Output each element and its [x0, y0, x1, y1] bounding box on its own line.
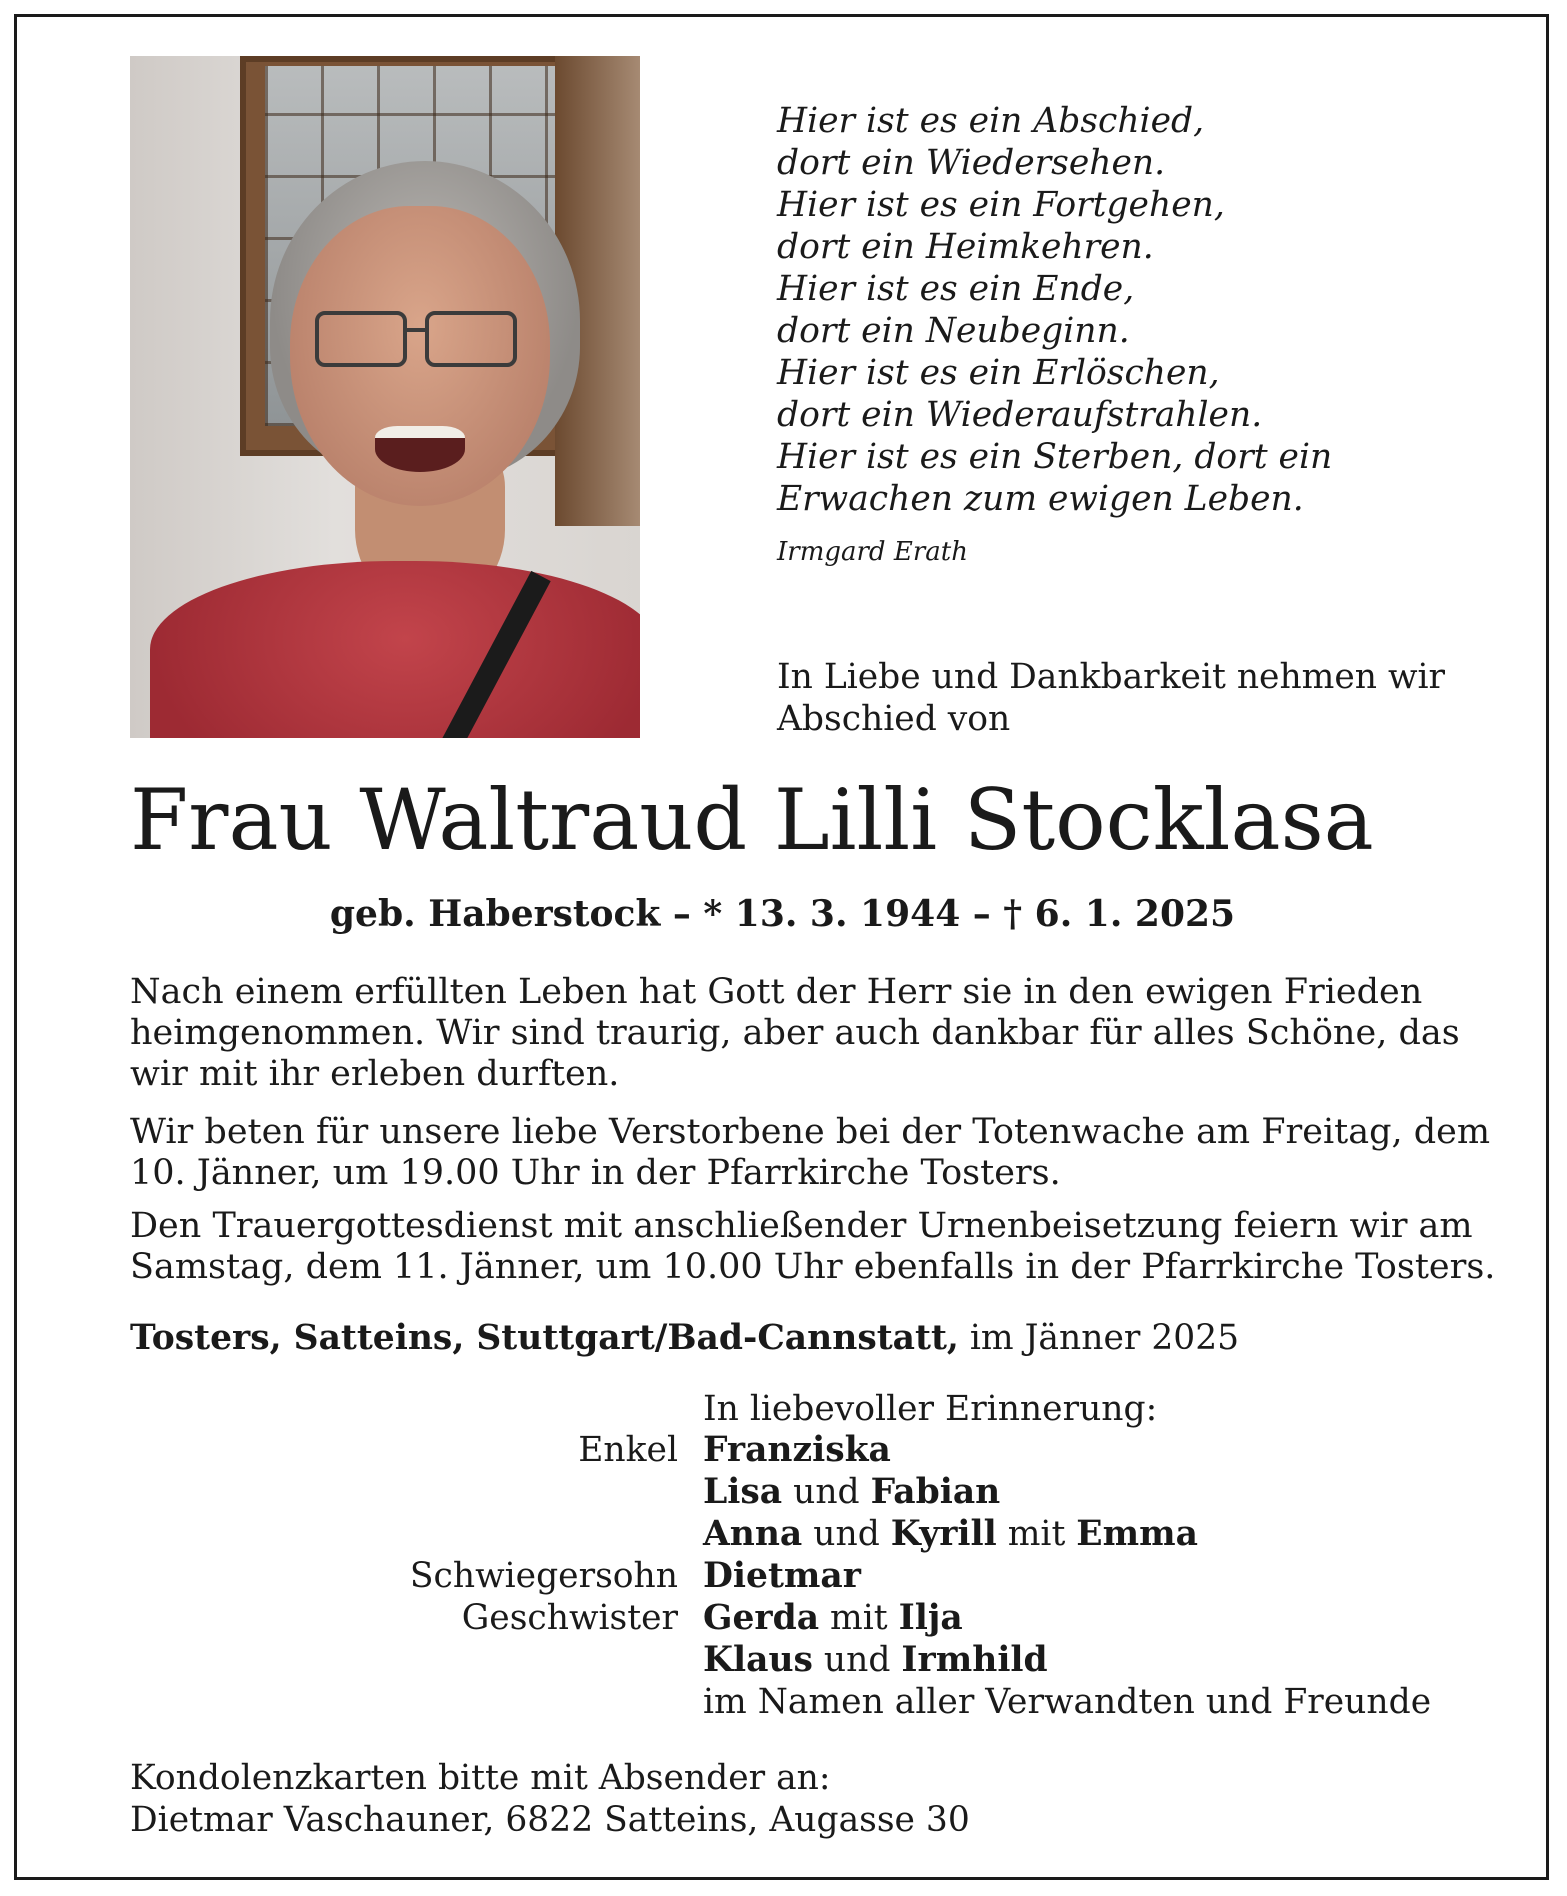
memory-heading: In liebevoller Erinnerung:: [703, 1389, 1158, 1429]
paragraph-funeral: [130, 1206, 1496, 1288]
family-connector: und: [812, 1640, 902, 1680]
family-connector: mit: [819, 1598, 899, 1638]
poem-line: Hier ist es ein Ende,: [777, 269, 1135, 309]
intro-line: Abschied von: [777, 699, 1011, 739]
family-names: [703, 1430, 891, 1470]
photo-shirt: [150, 561, 640, 738]
family-row: [0, 1430, 1567, 1472]
poem-line: Hier ist es ein Fortgehen,: [777, 185, 1225, 225]
photo-smile: [375, 426, 465, 472]
family-role: Geschwister: [461, 1598, 678, 1638]
photo-glasses-right: [425, 311, 517, 367]
family-member-name: Klaus: [703, 1640, 813, 1680]
family-member-name: Gerda: [703, 1598, 820, 1638]
poem-line: Hier ist es ein Sterben, dort ein: [777, 437, 1333, 477]
paragraph-line: Wir beten für unsere liebe Verstorbene bei der Totenwache am Freitag, dem: [130, 1112, 1491, 1152]
paragraph-line: Samstag, dem 11. Jänner, um 10.00 Uhr ebenfalls in der Pfarrkirche Tosters.: [130, 1247, 1496, 1287]
family-member-name: Franziska: [703, 1430, 891, 1470]
family-row: [0, 1556, 1567, 1598]
intro-line: In Liebe und Dankbarkeit nehmen wir: [777, 657, 1446, 697]
family-row: [0, 1514, 1567, 1556]
family-names: [703, 1598, 963, 1638]
family-role: Enkel: [578, 1430, 678, 1470]
paragraph-line: Nach einem erfüllten Leben hat Gott der Herr sie in den ewigen Frieden: [130, 972, 1423, 1012]
paragraph-line: wir mit ihr erleben durften.: [130, 1054, 620, 1094]
family-member-name: Emma: [1076, 1514, 1198, 1554]
photo-glasses-left: [315, 311, 407, 367]
family-member-name: Ilja: [898, 1598, 963, 1638]
portrait-photo: [130, 56, 640, 738]
family-member-name: Dietmar: [703, 1556, 861, 1596]
paragraph-wake: [130, 1112, 1491, 1194]
poem-line: dort ein Wiedersehen.: [777, 143, 1166, 183]
family-list: [0, 1430, 1567, 1682]
family-member-name: Irmhild: [901, 1640, 1048, 1680]
poem-line: Hier ist es ein Erlöschen,: [777, 353, 1220, 393]
family-member-name: Anna: [703, 1514, 803, 1554]
family-member-name: Fabian: [870, 1472, 1001, 1512]
intro-text: [777, 656, 1445, 740]
contact-block: [130, 1757, 970, 1841]
poem-line: dort ein Heimkehren.: [777, 227, 1154, 267]
family-row: [0, 1640, 1567, 1682]
place-date: im Jänner 2025: [969, 1318, 1240, 1358]
family-member-name: Kyrill: [890, 1514, 997, 1554]
contact-address: Dietmar Vaschauner, 6822 Satteins, Augasse 30: [130, 1800, 970, 1840]
paragraph-life: [130, 972, 1460, 1095]
family-closing: im Namen aller Verwandten und Freunde: [703, 1682, 1432, 1722]
paragraph-line: heimgenommen. Wir sind traurig, aber auch dankbar für alles Schöne, das: [130, 1013, 1460, 1053]
family-names: [703, 1472, 1000, 1512]
paragraph-line: Den Trauergottesdienst mit anschließender Urnenbeisetzung feiern wir am: [130, 1206, 1473, 1246]
family-role: Schwiegersohn: [409, 1556, 678, 1596]
family-connector: und: [782, 1472, 871, 1512]
family-names: [703, 1640, 1048, 1680]
poem-line: Hier ist es ein Abschied,: [777, 101, 1205, 141]
deceased-name: Frau Waltraud Lilli Stocklasa: [130, 771, 1374, 869]
poem-line: dort ein Wiederaufstrahlen.: [777, 395, 1263, 435]
family-row: [0, 1472, 1567, 1514]
birth-death-dates: geb. Haberstock – * 13. 3. 1944 – † 6. 1. 2025: [329, 893, 1236, 935]
family-member-name: Lisa: [703, 1472, 783, 1512]
family-connector: mit: [996, 1514, 1077, 1554]
family-names: [703, 1514, 1198, 1554]
poem-line: Erwachen zum ewigen Leben.: [777, 479, 1304, 519]
contact-line: Kondolenzkarten bitte mit Absender an:: [130, 1758, 831, 1798]
poem-author: Irmgard Erath: [777, 537, 968, 567]
place-towns: Tosters, Satteins, Stuttgart/Bad-Cannstatt,: [130, 1318, 959, 1358]
paragraph-line: 10. Jänner, um 19.00 Uhr in der Pfarrkirche Tosters.: [130, 1153, 1061, 1193]
poem: [777, 100, 1332, 520]
family-connector: und: [802, 1514, 891, 1554]
photo-glasses-bridge: [407, 328, 425, 332]
family-names: [703, 1556, 861, 1596]
poem-line: dort ein Neubeginn.: [777, 311, 1130, 351]
place-and-date: [130, 1318, 1239, 1358]
family-row: [0, 1598, 1567, 1640]
